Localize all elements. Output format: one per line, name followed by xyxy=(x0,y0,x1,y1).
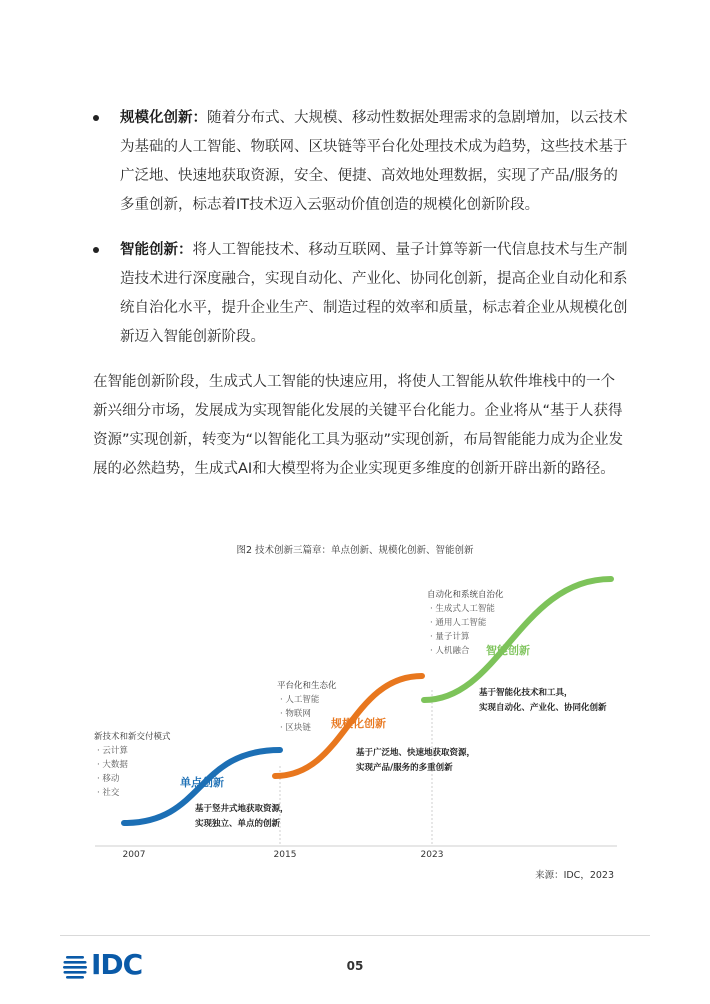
stage-description: 基于竖井式地获取资源， xyxy=(195,804,289,814)
tech-item: · 人机融合 xyxy=(430,646,470,656)
stage-name: 单点创新 xyxy=(180,776,224,789)
tech-item: · 移动 xyxy=(97,774,120,784)
tech-item: · 云计算 xyxy=(97,746,128,756)
tech-group-title: 平台化和生态化 xyxy=(277,681,337,691)
logo-text: IDC xyxy=(91,948,143,981)
year-label: 2015 xyxy=(273,850,297,860)
tech-group-title: 新技术和新交付模式 xyxy=(94,732,171,742)
stage-description: 基于广泛地、快速地获取资源， xyxy=(356,748,476,758)
year-label: 2023 xyxy=(420,850,444,860)
tech-item: · 区块链 xyxy=(280,723,311,733)
tech-item: · 物联网 xyxy=(280,709,311,719)
tech-item: · 社交 xyxy=(97,788,120,798)
bullet-heading: 智能创新： xyxy=(120,242,193,258)
tech-item: · 大数据 xyxy=(97,760,128,770)
tech-item: · 通用人工智能 xyxy=(430,618,487,628)
tech-item: · 量子计算 xyxy=(430,632,470,642)
stage-description: 实现产品/服务的多重创新 xyxy=(356,763,453,773)
footer-divider xyxy=(60,935,650,936)
bullet-heading: 规模化创新： xyxy=(120,110,207,126)
tech-item: · 生成式人工智能 xyxy=(430,604,495,614)
year-label: 2007 xyxy=(122,850,146,860)
figure-caption: 图2 技术创新三篇章：单点创新、规模化创新、智能创新 xyxy=(236,545,474,556)
tech-item: · 人工智能 xyxy=(280,695,320,705)
bullet-text: 随着分布式、大规模、移动性数据处理需求的急剧增加，以云技术为基础的人工智能、物联网、区块链等平台化处理技术成为趋势，这些技术基于广泛地、快速地获取资源，安全、便捷、高效地处理数据，实现了产品/服务的多重创新，标志着IT技术迈入云驱动价值创造的规模化创新阶段。 xyxy=(120,110,628,213)
tech-group-title: 自动化和系统自治化 xyxy=(427,590,504,600)
bullet-text: 将人工智能技术、移动互联网、量子计算等新一代信息技术与生产制造技术进行深度融合，实现自动化、产业化、协同化创新，提高企业自动化和系统自治化水平，提升企业生产、制造过程的效率和质量，标志着企业从规模化创新迈入智能创新阶段。 xyxy=(120,242,628,345)
stage-description: 实现独立、单点的创新 xyxy=(195,819,281,829)
page-number: 05 xyxy=(346,959,364,973)
stage-description: 基于智能化技术和工具， xyxy=(479,688,573,698)
stage-name: 规模化创新 xyxy=(331,717,386,730)
stage-description: 实现自动化、产业化、协同化创新 xyxy=(479,703,607,713)
body-paragraph: 在智能创新阶段，生成式人工智能的快速应用，将使人工智能从软件堆栈中的一个新兴细分市场，发展成为实现智能化发展的关键平台化能力。企业将从“基于人获得资源”实现创新，转变为“以智能化工具为驱动”实现创新，布局智能能力成为企业发展的必然趋势，生成式AI和大模型将为企业实现更多维度的创新开辟出新的路径。 xyxy=(93,374,624,477)
figure-source: 来源：IDC，2023 xyxy=(535,870,614,881)
stage-name: 智能创新 xyxy=(486,644,530,657)
